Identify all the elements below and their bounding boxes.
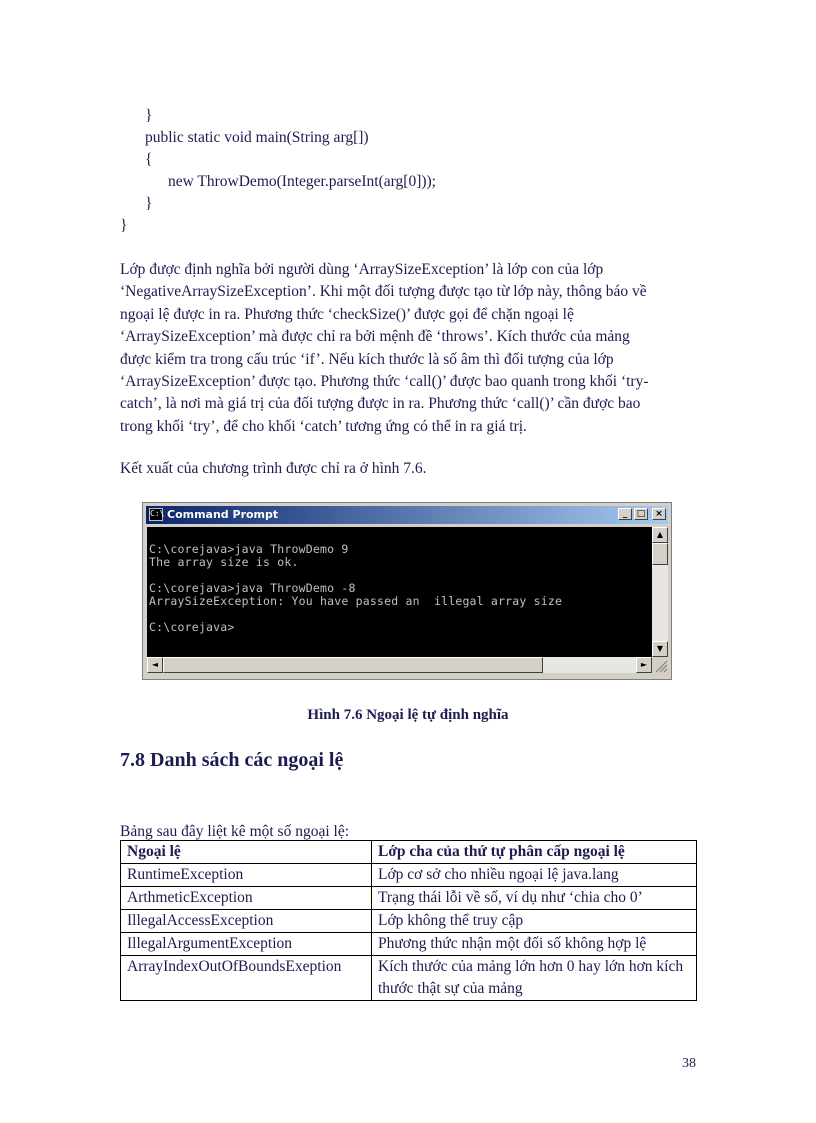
exception-name: IllegalAccessException — [121, 910, 372, 933]
table-row — [121, 956, 697, 1001]
console-line: C:\corejava>java ThrowDemo -8 — [149, 581, 356, 595]
command-prompt-window — [142, 502, 672, 680]
table-row — [121, 887, 697, 910]
exception-name: RuntimeException — [121, 864, 372, 887]
console-line: The array size is ok. — [149, 555, 299, 569]
exception-description: Lớp không thể truy cập — [372, 910, 697, 933]
code-line: } — [145, 107, 153, 124]
terminal-icon[interactable]: C:\ — [149, 508, 163, 521]
resize-grip-icon[interactable] — [652, 657, 668, 673]
table-row — [121, 864, 697, 887]
scroll-left-icon[interactable]: ◄ — [147, 657, 163, 673]
paragraph-line: catch’, là nơi mà giá trị của đối tượng được in ra. Phương thức ‘call()’ cần được bao — [120, 395, 641, 413]
vertical-scroll-thumb[interactable] — [652, 543, 668, 565]
code-line: public static void main(String arg[]) — [145, 129, 369, 146]
console-line: C:\corejava>java ThrowDemo 9 — [149, 542, 349, 556]
paragraph-line: ‘ArraySizeException’ được tạo. Phương thức ‘call()’ được bao quanh trong khối ‘try- — [120, 373, 649, 391]
column-header: Ngoại lệ — [121, 841, 372, 864]
horizontal-scroll-thumb[interactable] — [163, 657, 543, 673]
exception-name: ArthmeticException — [121, 887, 372, 910]
exception-name: ArrayIndexOutOfBoundsExeption — [121, 956, 372, 1001]
paragraph-line: được kiểm tra trong cấu trúc ‘if’. Nếu kích thước là số âm thì đối tượng của lớp — [120, 350, 614, 368]
console-line: C:\corejava> — [149, 620, 235, 634]
output-note — [120, 458, 705, 480]
console-line: ArraySizeException: You have passed an illegal array size — [149, 594, 563, 608]
scroll-right-icon[interactable]: ► — [636, 657, 652, 673]
horizontal-scrollbar[interactable] — [147, 657, 652, 673]
page-number: 38 — [682, 1056, 696, 1071]
table-row — [121, 933, 697, 956]
exception-description: Lớp cơ sở cho nhiều ngoại lệ java.lang — [372, 864, 697, 887]
window-titlebar[interactable] — [146, 506, 668, 524]
exception-description: Trạng thái lỗi về số, ví dụ như ‘chia cho 0’ — [372, 887, 697, 910]
table-header-row — [121, 841, 697, 864]
maximize-button[interactable]: □ — [634, 508, 648, 520]
paragraph-line: ‘NegativeArraySizeException’. Khi một đối tượng được tạo từ lớp này, thông báo về — [120, 283, 647, 301]
minimize-button[interactable]: _ — [618, 508, 632, 520]
table-intro: Bảng sau đây liệt kê một số ngoại lệ: — [120, 823, 350, 840]
code-line: { — [145, 151, 153, 168]
code-line: } — [120, 217, 128, 234]
column-header: Lớp cha của thứ tự phân cấp ngoại lệ — [372, 841, 697, 864]
exception-name: IllegalArgumentException — [121, 933, 372, 956]
code-line: } — [145, 195, 153, 212]
exceptions-table — [120, 840, 697, 1001]
paragraph-line: trong khối ‘try’, để cho khối ‘catch’ tương ứng có thể in ra giá trị. — [120, 417, 527, 435]
close-button[interactable]: × — [652, 508, 666, 520]
exception-description: Phương thức nhận một đối số không hợp lệ — [372, 933, 697, 956]
scroll-down-icon[interactable]: ▼ — [652, 641, 668, 657]
explanation-paragraph — [120, 259, 705, 438]
exception-description: Kích thước của mảng lớn hơn 0 hay lớn hơn kích thước thật sự của mảng — [372, 956, 697, 1001]
scroll-up-icon[interactable]: ▲ — [652, 527, 668, 543]
output-note-text: Kết xuất của chương trình được chỉ ra ở hình 7.6. — [120, 460, 427, 477]
table-row — [121, 910, 697, 933]
code-line: new ThrowDemo(Integer.parseInt(arg[0])); — [168, 173, 436, 190]
window-title: Command Prompt — [167, 508, 279, 521]
console-output[interactable] — [147, 527, 652, 657]
paragraph-line: Lớp được định nghĩa bởi người dùng ‘ArraySizeException’ là lớp con của lớp — [120, 261, 604, 278]
paragraph-line: ‘ArraySizeException’ mà được chỉ ra bởi mệnh đề ‘throws’. Kích thước của mảng — [120, 328, 630, 346]
figure-caption: Hình 7.6 Ngoại lệ tự định nghĩa — [307, 707, 509, 723]
section-heading: 7.8 Danh sách các ngoại lệ — [120, 749, 344, 771]
paragraph-line: ngoại lệ được in ra. Phương thức ‘checkSize()’ được gọi để chặn ngoại lệ — [120, 305, 574, 323]
vertical-scrollbar[interactable] — [652, 527, 668, 657]
